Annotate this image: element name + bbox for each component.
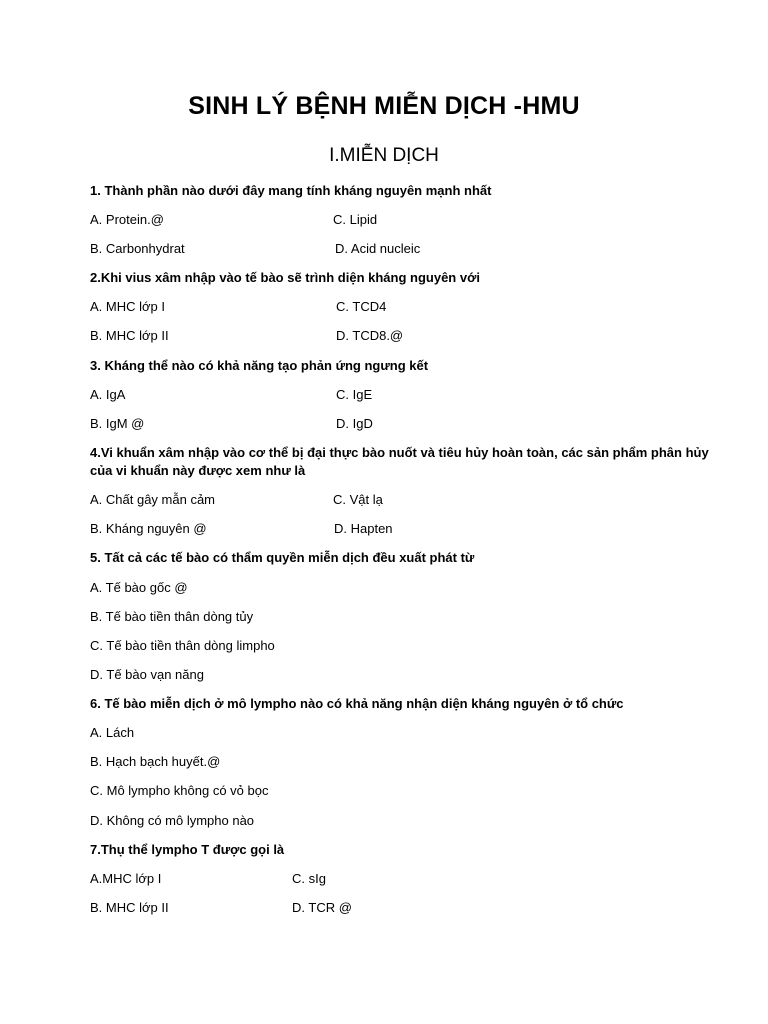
q1-option-c: C. Lipid xyxy=(333,212,378,227)
q6-option-a: A. Lách xyxy=(90,725,135,740)
document-title: SINH LÝ BỆNH MIỄN DỊCH -HMU xyxy=(188,92,580,120)
q5-option-c: C. Tế bào tiền thân dòng limpho xyxy=(90,638,275,653)
question-2: 2.Khi vius xâm nhập vào tế bào sẽ trình diện kháng nguyên với xyxy=(90,270,480,285)
q3-option-c: C. IgE xyxy=(336,387,373,402)
q3-option-d: D. IgD xyxy=(336,416,373,431)
q3-option-a: A. IgA xyxy=(90,387,126,402)
q2-option-a: A. MHC lớp I xyxy=(90,299,165,314)
q2-option-d: D. TCD8.@ xyxy=(336,328,404,343)
q5-option-d: D. Tế bào vạn năng xyxy=(90,667,204,682)
q4-option-b: B. Kháng nguyên @ xyxy=(90,521,207,536)
q3-option-b: B. IgM @ xyxy=(90,416,145,431)
q2-option-c: C. TCD4 xyxy=(336,299,387,314)
question-7: 7.Thụ thể lympho T được gọi là xyxy=(90,842,285,857)
q7-option-b: B. MHC lớp II xyxy=(90,900,169,915)
q5-option-b: B. Tế bào tiền thân dòng tủy xyxy=(90,609,254,624)
q1-option-a: A. Protein.@ xyxy=(90,212,164,227)
q7-option-c: C. sIg xyxy=(292,871,326,886)
q2-option-b: B. MHC lớp II xyxy=(90,328,169,343)
q4-option-d: D. Hapten xyxy=(334,521,393,536)
q1-option-d: D. Acid nucleic xyxy=(335,241,421,256)
q7-option-a: A.MHC lớp I xyxy=(90,871,162,886)
q5-option-a: A. Tế bào gốc @ xyxy=(90,580,188,595)
question-4-line-2: của vi khuẩn này được xem như là xyxy=(90,463,306,478)
question-3: 3. Kháng thể nào có khả năng tạo phản ứng ngưng kết xyxy=(90,358,429,373)
question-4-line-1: 4.Vi khuẩn xâm nhập vào cơ thể bị đại thực bào nuốt và tiêu hủy hoàn toàn, các sản phẩm phân hủy xyxy=(90,445,709,460)
q6-option-d: D. Không có mô lympho nào xyxy=(90,813,255,828)
q7-option-d: D. TCR @ xyxy=(292,900,352,915)
q1-option-b: B. Carbonhydrat xyxy=(90,241,185,256)
section-heading: I.MIỄN DỊCH xyxy=(329,145,439,166)
question-5: 5. Tất cả các tế bào có thẩm quyền miễn dịch đều xuất phát từ xyxy=(90,550,475,565)
q6-option-c: C. Mô lympho không có vỏ bọc xyxy=(90,783,269,798)
q4-option-c: C. Vật lạ xyxy=(333,492,383,507)
question-1: 1. Thành phần nào dưới đây mang tính kháng nguyên mạnh nhất xyxy=(90,183,492,198)
question-6: 6. Tế bào miễn dịch ở mô lympho nào có khả năng nhận diện kháng nguyên ở tổ chức xyxy=(90,696,624,711)
q4-option-a: A. Chất gây mẫn cảm xyxy=(90,492,215,507)
q6-option-b: B. Hạch bạch huyết.@ xyxy=(90,754,221,769)
